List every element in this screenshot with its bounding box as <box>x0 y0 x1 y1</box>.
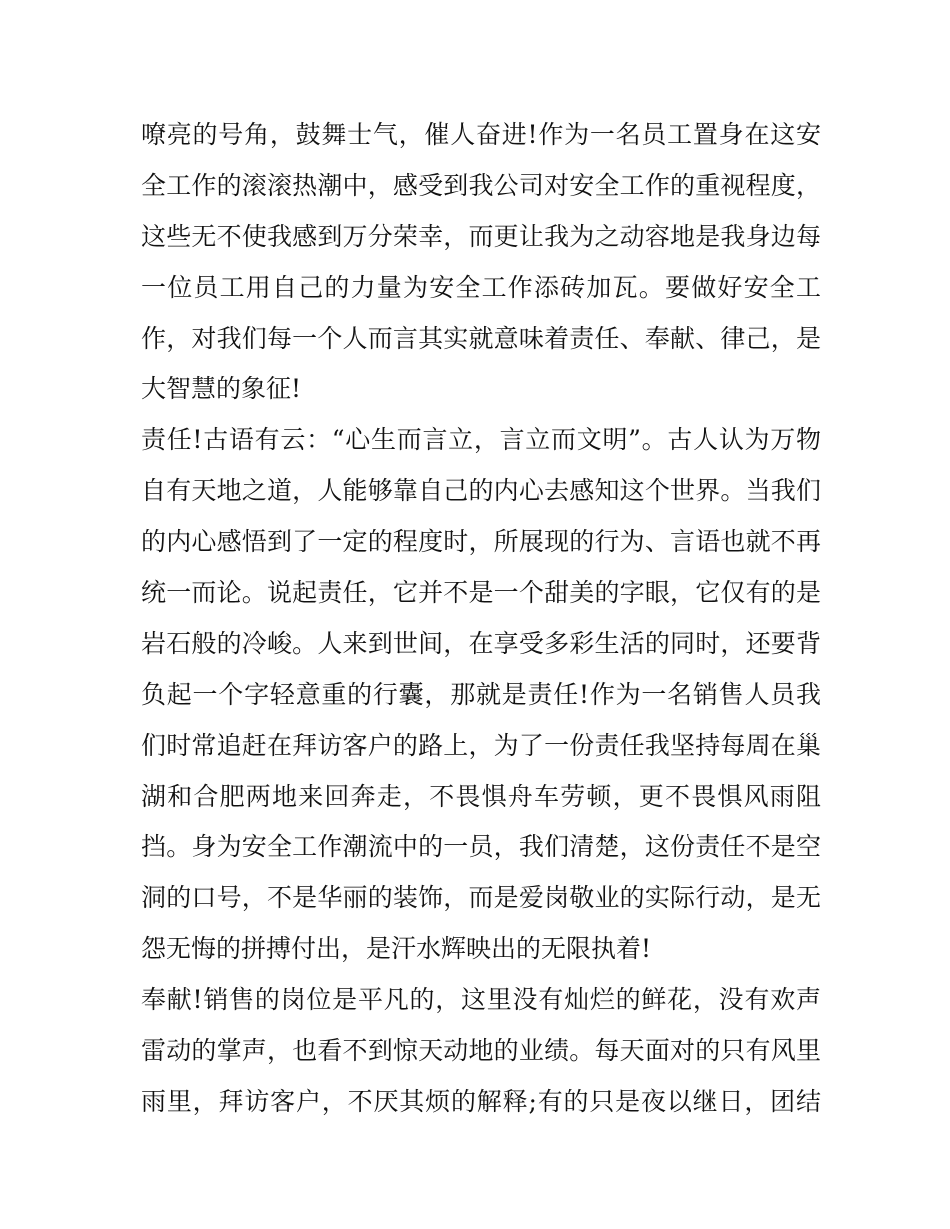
text-line: 全工作的滚滚热潮中，感受到我公司对安全工作的重视程度， <box>141 170 821 200</box>
text-line: 雨里，拜访客户，不厌其烦的解释;有的只是夜以继日，团结 <box>141 1086 821 1116</box>
text-line: 作，对我们每一个人而言其实就意味着责任、奉献、律己，是 <box>141 323 821 353</box>
text-line: 湖和合肥两地来回奔走，不畏惧舟车劳顿，更不畏惧风雨阻 <box>141 781 821 811</box>
text-line: 一位员工用自己的力量为安全工作添砖加瓦。要做好安全工 <box>141 272 821 302</box>
text-line: 嘹亮的号角，鼓舞士气，催人奋进!作为一名员工置身在这安 <box>141 120 821 149</box>
text-line: 奉献!销售的岗位是平凡的，这里没有灿烂的鲜花，没有欢声 <box>141 985 821 1015</box>
text-line: 洞的口号，不是华丽的装饰，而是爱岗敬业的实际行动，是无 <box>141 883 821 913</box>
text-line: 们时常追赶在拜访客户的路上，为了一份责任我坚持每周在巢 <box>141 730 821 760</box>
text-line: 雷动的掌声，也看不到惊天动地的业绩。每天面对的只有风里 <box>141 1036 821 1066</box>
text-line: 大智慧的象征! <box>141 374 302 404</box>
body-text <box>141 110 821 1128</box>
text-line: 这些无不使我感到万分荣幸，而更让我为之动容地是我身边每 <box>141 221 821 251</box>
text-line: 挡。身为安全工作潮流中的一员，我们清楚，这份责任不是空 <box>141 832 821 862</box>
text-line: 岩石般的冷峻。人来到世间，在享受多彩生活的同时，还要背 <box>141 628 821 658</box>
text-line: 责任!古语有云：“心生而言立，言立而文明”。古人认为万物 <box>141 425 821 455</box>
text-line: 统一而论。说起责任，它并不是一个甜美的字眼，它仅有的是 <box>141 578 821 608</box>
text-line: 怨无悔的拼搏付出，是汗水辉映出的无限执着! <box>141 934 652 964</box>
text-line: 负起一个字轻意重的行囊，那就是责任!作为一名销售人员我 <box>141 679 821 709</box>
text-line: 自有天地之道，人能够靠自己的内心去感知这个世界。当我们 <box>141 476 821 506</box>
text-line: 的内心感悟到了一定的程度时，所展现的行为、言语也就不再 <box>141 527 821 557</box>
